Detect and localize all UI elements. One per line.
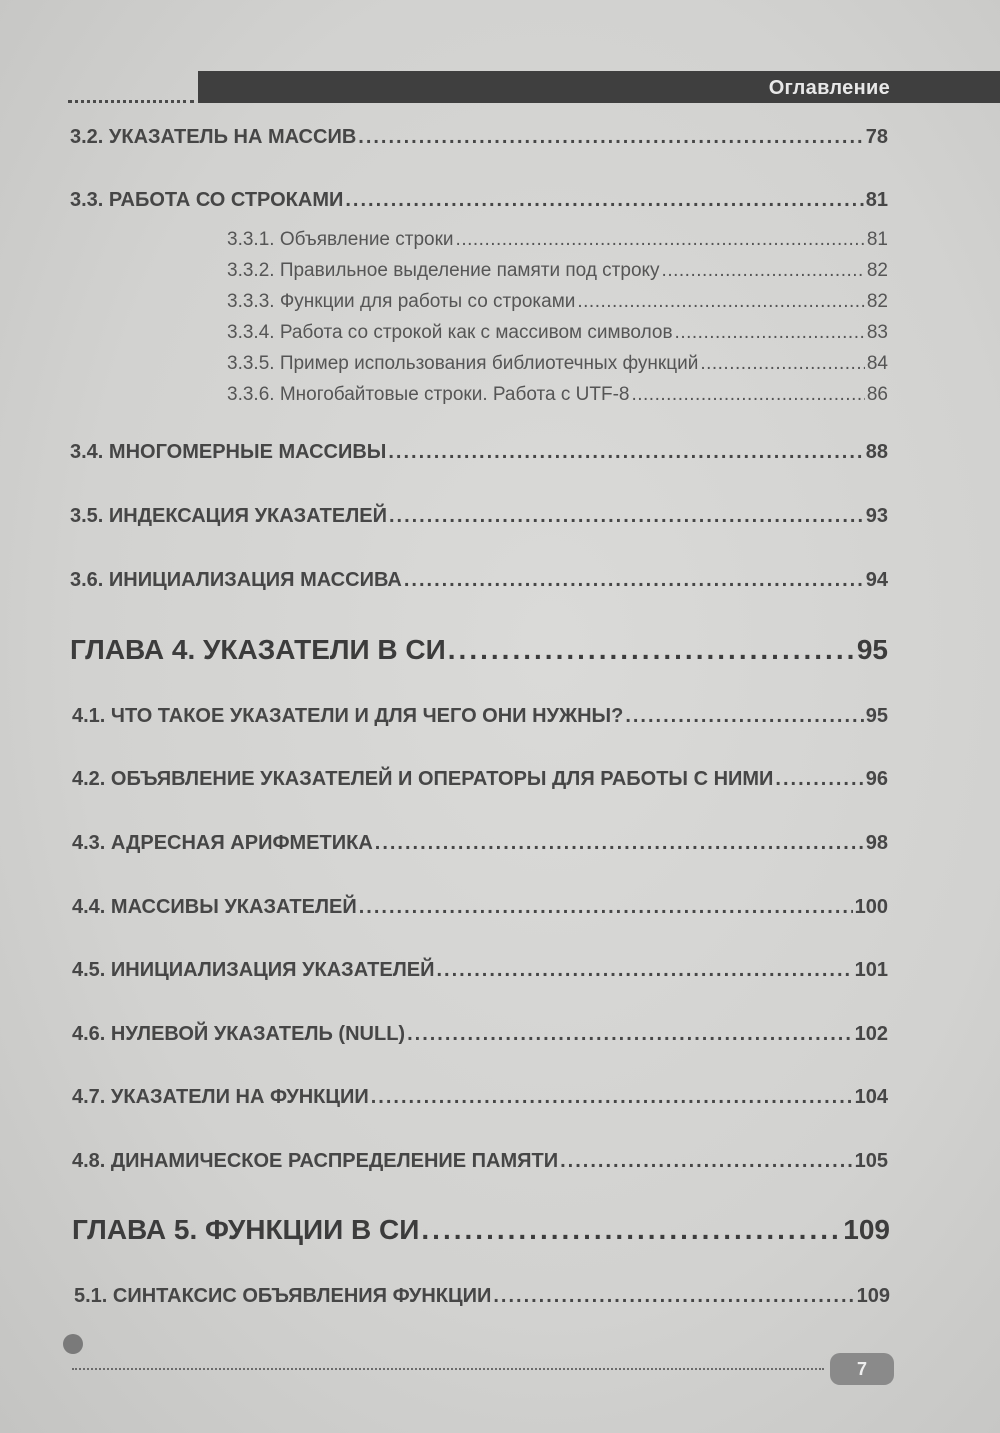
- toc-chapter-page: 109: [843, 1214, 890, 1245]
- toc-entry-label: 4.4. МАССИВЫ УКАЗАТЕЛЕЙ: [72, 896, 357, 918]
- toc-entry-page: 96: [865, 768, 888, 790]
- toc-entry-4-2[interactable]: [72, 768, 888, 791]
- toc-chapter-label: ГЛАВА 5. ФУНКЦИИ В СИ: [72, 1214, 420, 1245]
- toc-entry-label: 4.1. ЧТО ТАКОЕ УКАЗАТЕЛИ И ДЛЯ ЧЕГО ОНИ НУЖНЫ?: [72, 705, 624, 727]
- toc-entry-3-3-6[interactable]: [227, 384, 888, 406]
- header-bar: [198, 71, 1000, 103]
- dot-leader: [345, 189, 863, 212]
- toc-entry-label: 3.2. УКАЗАТЕЛЬ НА МАССИВ: [70, 126, 357, 148]
- toc-entry-4-3[interactable]: [72, 832, 888, 855]
- toc-entry-label: 4.3. АДРЕСНАЯ АРИФМЕТИКА: [72, 832, 373, 854]
- dot-leader: [448, 634, 855, 666]
- toc-entry-page: 81: [866, 229, 888, 250]
- toc-entry-page: 93: [865, 505, 888, 527]
- dot-leader: [421, 1214, 841, 1246]
- toc-entry-3-3-5[interactable]: [227, 353, 888, 375]
- toc-entry-label: 3.3. РАБОТА СО СТРОКАМИ: [70, 189, 344, 211]
- dot-leader: [662, 260, 865, 282]
- toc-entry-page: 78: [865, 126, 888, 148]
- toc-entry-page: 104: [854, 1086, 888, 1108]
- toc-entry-label: 3.3.6. Многобайтовые строки. Работа с UTF-8: [227, 384, 630, 405]
- dot-leader: [389, 505, 864, 528]
- toc-entry-page: 82: [866, 291, 888, 312]
- toc-entry-label: 4.7. УКАЗАТЕЛИ НА ФУНКЦИИ: [72, 1086, 369, 1108]
- toc-entry-label: 3.3.2. Правильное выделение памяти под строку: [227, 260, 660, 281]
- toc-entry-3-3-1[interactable]: [227, 229, 888, 251]
- toc-entry-label: 3.6. ИНИЦИАЛИЗАЦИЯ МАССИВА: [70, 569, 402, 591]
- toc-entry-4-4[interactable]: [72, 896, 888, 919]
- toc-chapter-5[interactable]: [72, 1214, 890, 1246]
- dot-leader: [577, 291, 864, 313]
- toc-entry-page: 81: [865, 189, 888, 211]
- dot-leader: [358, 126, 863, 149]
- dot-leader: [631, 384, 864, 406]
- toc-entry-3-3-2[interactable]: [227, 260, 888, 282]
- toc-entry-label: 4.8. ДИНАМИЧЕСКОЕ РАСПРЕДЕЛЕНИЕ ПАМЯТИ: [72, 1150, 559, 1172]
- footer-dotted-rule: [72, 1368, 824, 1370]
- dot-leader: [775, 768, 863, 791]
- toc-entry-page: 84: [866, 353, 888, 374]
- toc-entry-page: 94: [865, 569, 888, 591]
- toc-entry-label: 4.5. ИНИЦИАЛИЗАЦИЯ УКАЗАТЕЛЕЙ: [72, 959, 435, 981]
- dot-leader: [404, 569, 864, 592]
- toc-entry-page: 101: [854, 959, 888, 981]
- toc-entry-page: 102: [854, 1023, 888, 1045]
- toc-entry-label: 5.1. СИНТАКСИС ОБЪЯВЛЕНИЯ ФУНКЦИИ: [74, 1285, 492, 1307]
- toc-entry-3-5[interactable]: [70, 505, 888, 528]
- toc-entry-label: 4.2. ОБЪЯВЛЕНИЕ УКАЗАТЕЛЕЙ И ОПЕРАТОРЫ ДЛЯ РАБОТЫ С НИМИ: [72, 768, 774, 790]
- dot-leader: [625, 705, 863, 728]
- toc-entry-page: 86: [866, 384, 888, 405]
- dot-leader: [560, 1150, 853, 1173]
- toc-entry-label: 3.3.4. Работа со строкой как с массивом символов: [227, 322, 673, 343]
- toc-entry-3-2[interactable]: [70, 126, 888, 149]
- toc-entry-page: 95: [865, 705, 888, 727]
- dot-leader: [436, 959, 852, 982]
- header-title: Оглавление: [768, 77, 890, 99]
- toc-entry-4-6[interactable]: [72, 1023, 888, 1046]
- dot-leader: [375, 832, 864, 855]
- toc-entry-3-3[interactable]: [70, 189, 888, 212]
- toc-entry-page: 83: [866, 322, 888, 343]
- toc-entry-page: 98: [865, 832, 888, 854]
- toc-entry-page: 88: [865, 441, 888, 463]
- toc-entry-label: 3.4. МНОГОМЕРНЫЕ МАССИВЫ: [70, 441, 387, 463]
- toc-entry-4-7[interactable]: [72, 1086, 888, 1109]
- toc-entry-3-6[interactable]: [70, 569, 888, 592]
- toc-entry-3-3-4[interactable]: [227, 322, 888, 344]
- toc-entry-3-3-3[interactable]: [227, 291, 888, 313]
- toc-chapter-page: 95: [856, 634, 888, 665]
- toc-entry-4-5[interactable]: [72, 959, 888, 982]
- toc-entry-label: 4.6. НУЛЕВОЙ УКАЗАТЕЛЬ (NULL): [72, 1023, 406, 1045]
- dot-leader: [371, 1086, 853, 1109]
- toc-entry-4-1[interactable]: [72, 705, 888, 728]
- dot-leader: [407, 1023, 853, 1046]
- toc-entry-page: 105: [854, 1150, 888, 1172]
- toc-chapter-label: ГЛАВА 4. УКАЗАТЕЛИ В СИ: [70, 634, 446, 665]
- toc-entry-label: 3.3.5. Пример использования библиотечных функций: [227, 353, 699, 374]
- dot-leader: [700, 353, 865, 375]
- dot-leader: [456, 229, 865, 251]
- footer-bullet: [63, 1334, 83, 1354]
- toc-entry-label: 3.3.3. Функции для работы со строками: [227, 291, 576, 312]
- toc-entry-5-1[interactable]: [74, 1285, 890, 1308]
- toc-entry-label: 3.5. ИНДЕКСАЦИЯ УКАЗАТЕЛЕЙ: [70, 505, 387, 527]
- page-number-badge: 7: [830, 1353, 894, 1385]
- toc-chapter-4[interactable]: [70, 634, 888, 666]
- header-dotted-rule: [68, 100, 194, 103]
- dot-leader: [388, 441, 863, 464]
- toc-entry-page: 100: [854, 896, 888, 918]
- dot-leader: [359, 896, 853, 919]
- toc-entry-4-8[interactable]: [72, 1150, 888, 1173]
- dot-leader: [675, 322, 865, 344]
- toc-entry-page: 82: [866, 260, 888, 281]
- dot-leader: [493, 1285, 854, 1308]
- toc-entry-3-4[interactable]: [70, 441, 888, 464]
- toc-entry-page: 109: [856, 1285, 890, 1307]
- toc-entry-label: 3.3.1. Объявление строки: [227, 229, 454, 250]
